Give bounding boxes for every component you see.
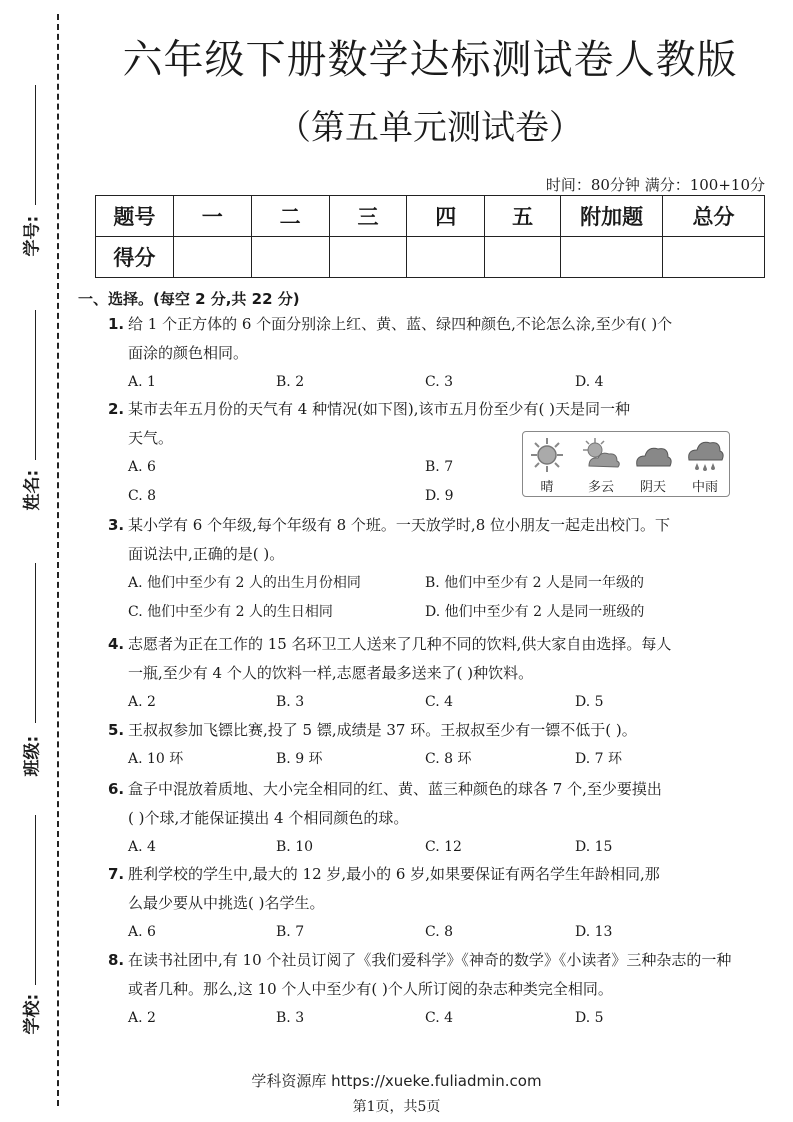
option-d[interactable]: D. 9: [425, 488, 454, 504]
weather-label: 多云: [587, 480, 614, 495]
score-cell[interactable]: [561, 237, 663, 278]
question-text: 面涂的颜色相同。: [128, 344, 249, 362]
option-a[interactable]: A. 2: [128, 1010, 156, 1026]
question-text: 志愿者为正在工作的 15 名环卫工人送来了几种不同的饮料,供大家自由选择。每人: [128, 635, 672, 653]
question-text: 在读书社团中,有 10 个社员订阅了《我们爱科学》《神奇的数学》《小读者》三种杂志的一种: [128, 951, 732, 969]
question-text: 王叔叔参加飞镖比赛,投了 5 镖,成绩是 37 环。王叔叔至少有一镖不低于( )。: [128, 721, 637, 739]
option-d[interactable]: D. 13: [575, 924, 613, 940]
class-label: 班级:: [22, 735, 43, 777]
weather-label: 中雨: [691, 480, 718, 495]
student-id-field[interactable]: [35, 85, 36, 205]
question-text: 盒子中混放着质地、大小完全相同的红、黄、蓝三种颜色的球各 7 个,至少要摸出: [128, 780, 662, 798]
question-number: 7.: [108, 865, 125, 883]
school-field[interactable]: [35, 815, 36, 985]
question-text: 给 1 个正方体的 6 个面分别涂上红、黄、蓝、绿四种颜色,不论怎么涂,至少有( )个: [128, 315, 673, 333]
option-d[interactable]: D. 4: [575, 374, 604, 390]
score-header-cell: 总分: [663, 196, 765, 237]
option-d[interactable]: D. 7 环: [575, 751, 622, 767]
score-header-cell: 四: [407, 196, 485, 237]
question-6: [108, 775, 740, 862]
score-table-score-row: [96, 237, 765, 278]
option-c[interactable]: C. 4: [425, 694, 454, 710]
score-cell[interactable]: [173, 237, 251, 278]
score-header-cell: 附加题: [561, 196, 663, 237]
question-text: 天气。: [128, 429, 174, 447]
question-1: [108, 310, 740, 397]
option-d[interactable]: D. 15: [575, 839, 613, 855]
score-cell[interactable]: [663, 237, 765, 278]
sun-icon: [523, 436, 571, 478]
school-label: 学校:: [22, 993, 43, 1035]
cloud-icon: [629, 436, 677, 478]
option-b[interactable]: B. 10: [276, 839, 314, 855]
option-b[interactable]: B. 2: [276, 374, 305, 390]
question-number: 6.: [108, 780, 125, 798]
option-d[interactable]: D. 5: [575, 694, 604, 710]
question-number: 4.: [108, 635, 125, 653]
score-cell[interactable]: [329, 237, 407, 278]
question-number: 5.: [108, 721, 125, 739]
option-a[interactable]: A. 6: [128, 924, 156, 940]
page-subtitle: （第五单元测试卷）: [277, 108, 583, 148]
option-a[interactable]: A. 6: [128, 459, 156, 475]
page-number: 第1页，共5页: [352, 1099, 441, 1115]
option-d[interactable]: D. 他们中至少有 2 人是同一班级的: [425, 604, 645, 620]
partly-cloudy-icon: [577, 436, 625, 478]
question-3: [108, 511, 740, 627]
name-field[interactable]: [35, 310, 36, 460]
question-text: 么最少要从中挑选( )名学生。: [128, 894, 325, 912]
question-text: 面说法中,正确的是( )。: [128, 545, 285, 563]
section-heading: 一、选择。(每空 2 分,共 22 分): [78, 290, 300, 308]
question-4: [108, 630, 740, 717]
weather-label: 阴天: [639, 480, 666, 495]
score-cell[interactable]: [407, 237, 485, 278]
option-a[interactable]: A. 1: [128, 374, 156, 390]
question-text: 某市去年五月份的天气有 4 种情况(如下图),该市五月份至少有( )天是同一种: [128, 400, 631, 418]
score-cell[interactable]: [485, 237, 561, 278]
option-b[interactable]: B. 7: [425, 459, 454, 475]
question-text: 一瓶,至少有 4 个人的饮料一样,志愿者最多送来了( )种饮料。: [128, 664, 534, 682]
question-text: 或者几种。那么,这 10 个人中至少有( )个人所订阅的杂志种类完全相同。: [128, 980, 613, 998]
rain-icon: [681, 436, 729, 478]
question-number: 2.: [108, 400, 125, 418]
score-header-cell: 二: [251, 196, 329, 237]
option-c[interactable]: C. 8 环: [425, 751, 472, 767]
weather-label: 晴: [540, 480, 554, 495]
question-number: 1.: [108, 315, 125, 333]
score-table-header-row: [96, 196, 765, 237]
option-b[interactable]: B. 3: [276, 1010, 305, 1026]
name-label: 姓名:: [22, 469, 43, 511]
score-header-cell: 一: [173, 196, 251, 237]
score-cell[interactable]: [251, 237, 329, 278]
option-c[interactable]: C. 4: [425, 1010, 454, 1026]
exam-meta: 时间：80分钟 满分：100+10分: [545, 176, 765, 194]
question-number: 8.: [108, 951, 125, 969]
option-a[interactable]: A. 4: [128, 839, 156, 855]
weather-figure: [522, 431, 730, 497]
option-c[interactable]: C. 3: [425, 374, 454, 390]
question-text: 胜利学校的学生中,最大的 12 岁,最小的 6 岁,如果要保证有两名学生年龄相同,那: [128, 865, 660, 883]
student-id-label: 学号:: [22, 215, 43, 257]
question-8: [108, 946, 740, 1033]
option-a[interactable]: A. 10 环: [128, 751, 184, 767]
question-5: [108, 716, 740, 774]
binding-dashed-line: [57, 14, 59, 1106]
score-row-label: 得分: [96, 237, 174, 278]
score-header-cell: 三: [329, 196, 407, 237]
question-7: [108, 860, 740, 947]
option-c[interactable]: C. 8: [425, 924, 454, 940]
option-c[interactable]: C. 8: [128, 488, 157, 504]
option-d[interactable]: D. 5: [575, 1010, 604, 1026]
score-header-cell: 五: [485, 196, 561, 237]
option-b[interactable]: B. 他们中至少有 2 人是同一年级的: [425, 575, 644, 591]
footer-source: 学科资源库 https://xueke.fuliadmin.com: [251, 1072, 542, 1090]
option-a[interactable]: A. 他们中至少有 2 人的出生月份相同: [128, 575, 361, 591]
question-text: 某小学有 6 个年级,每个年级有 8 个班。一天放学时,8 位小朋友一起走出校门。下: [128, 516, 671, 534]
option-b[interactable]: B. 7: [276, 924, 305, 940]
score-table: [95, 195, 765, 278]
option-c[interactable]: C. 他们中至少有 2 人的生日相同: [128, 604, 333, 620]
option-b[interactable]: B. 9 环: [276, 751, 323, 767]
score-header-cell: 题号: [96, 196, 174, 237]
page-title: 六年级下册数学达标测试卷人教版: [122, 37, 738, 83]
question-number: 3.: [108, 516, 125, 534]
class-field[interactable]: [35, 563, 36, 723]
option-c[interactable]: C. 12: [425, 839, 462, 855]
option-a[interactable]: A. 2: [128, 694, 156, 710]
option-b[interactable]: B. 3: [276, 694, 305, 710]
question-text: ( )个球,才能保证摸出 4 个相同颜色的球。: [128, 809, 409, 827]
